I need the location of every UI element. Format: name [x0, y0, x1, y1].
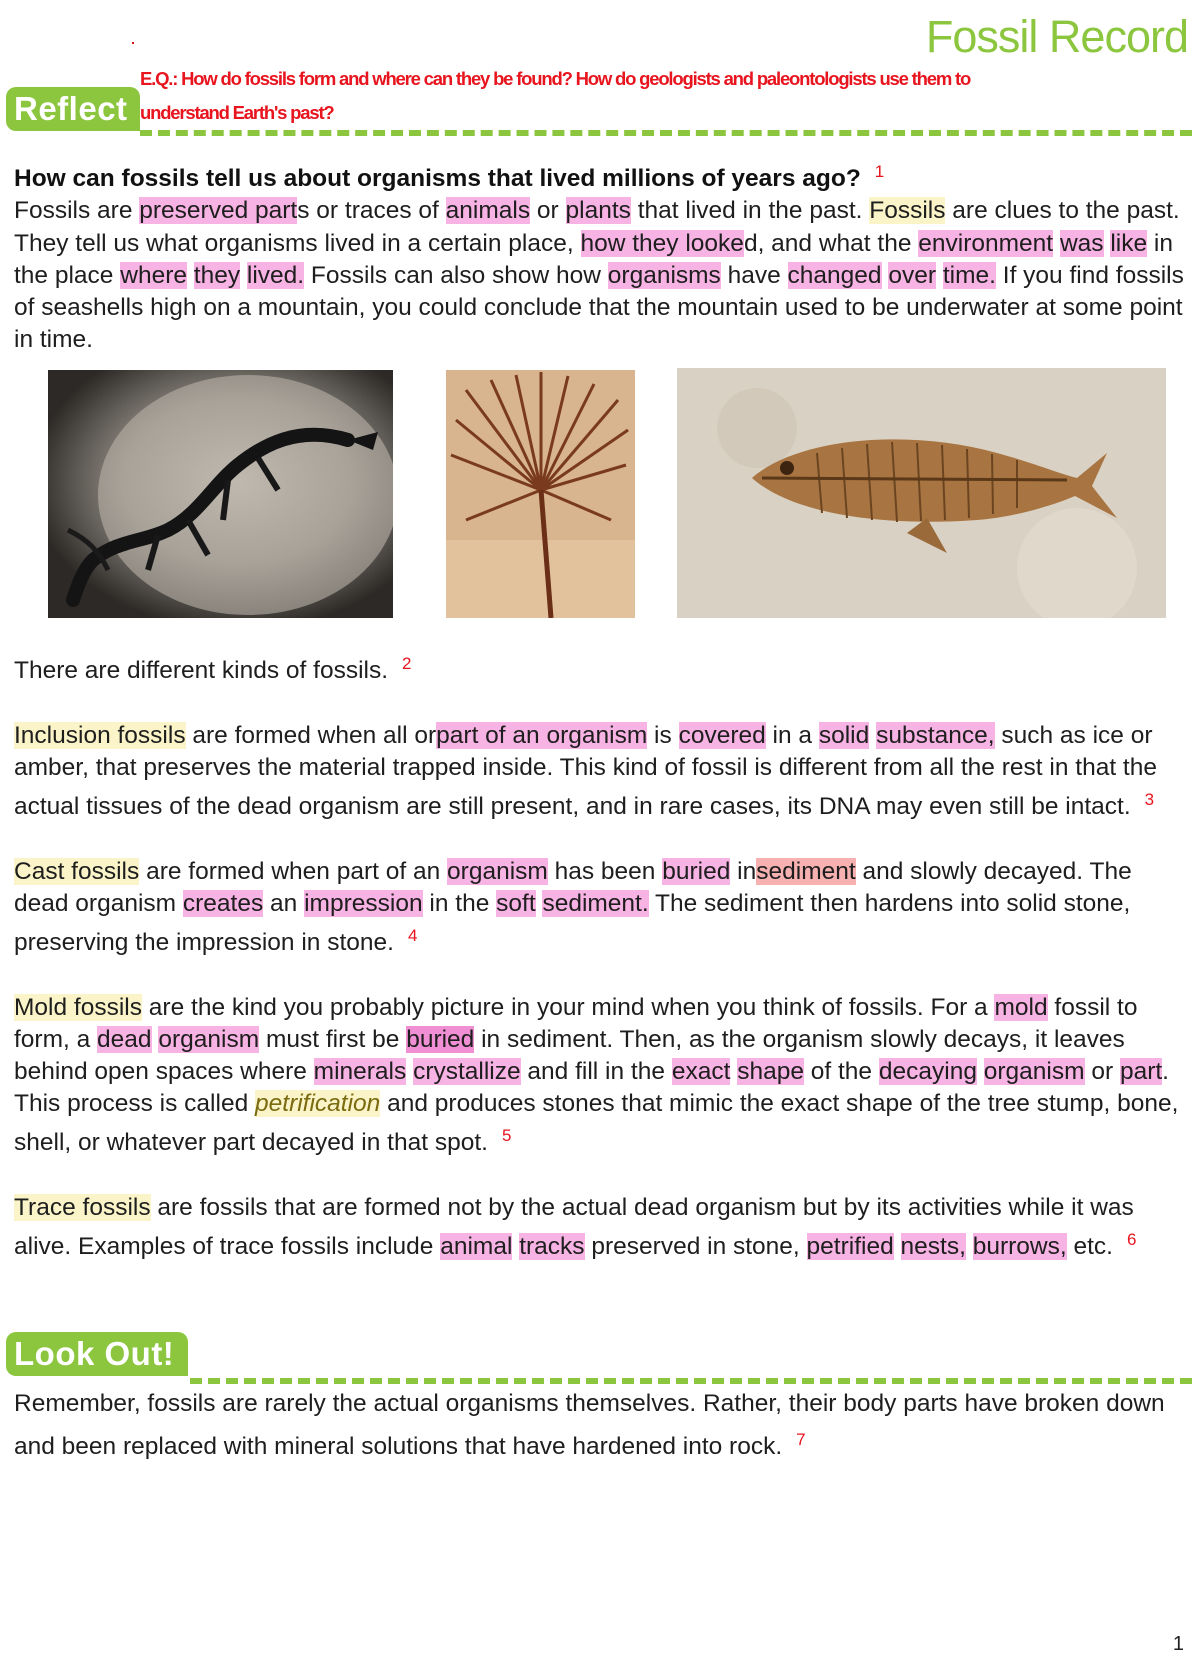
fossil-types-section — [14, 648, 1184, 1263]
reptile-fossil-photo — [48, 370, 393, 618]
reflect-question — [14, 156, 1184, 195]
annotation-marker: 7 — [796, 1430, 806, 1449]
annotation-marker: 3 — [1144, 789, 1155, 809]
annotation-marker: 5 — [501, 1126, 512, 1146]
fish-fossil-photo — [677, 368, 1166, 618]
annotation-marker: 6 — [1126, 1230, 1137, 1250]
palm-leaf-fossil-photo — [446, 370, 635, 618]
inclusion-fossils-paragraph: Inclusion fossils are formed when all orpart of an organism is covered in a solid substance, such as ice or amber, that preserves the material trapped inside. This kind of fossil is different from all the rest in that the actual tissues of the dead organism are still present, and in rare cases, its DNA may even still be intact. $^3$ — [14, 721, 1157, 821]
question-text: How can fossils tell us about organisms that lived millions of years ago? — [14, 165, 861, 193]
essential-question — [140, 62, 1120, 130]
annotation-marker: 1 — [874, 162, 885, 181]
fossil-photos — [48, 370, 1168, 618]
look-out-text: Remember, fossils are rarely the actual organisms themselves. Rather, their body parts have broken down and been replaced with mineral solutions that have hardened into rock. $^7$ — [14, 1390, 1165, 1461]
reflect-tab: Reflect — [6, 87, 140, 131]
section-divider-reflect — [140, 130, 1192, 136]
look-out-tab: Look Out! — [6, 1332, 188, 1376]
section-divider-lookout — [190, 1378, 1192, 1384]
look-out-section — [14, 1386, 1184, 1465]
eq-line-2: understand Earth's past? — [140, 102, 334, 123]
page-title: Fossil Record — [925, 11, 1188, 62]
eq-line-1: E.Q.: How do fossils form and where can they be found? How do geologists and paleontologists use them to — [140, 68, 971, 89]
trace-fossils-paragraph: Trace fossils are fossils that are formed not by the actual dead organism but by its activities while it was alive. Examples of trace fossils include animal tracks preserved in stone, petrified nests, burrows, etc. $^6$ — [14, 1193, 1137, 1261]
page-number: 1 — [1172, 1633, 1184, 1655]
kinds-intro: There are different kinds of fossils. $^2$ — [14, 654, 412, 685]
mold-fossils-paragraph: Mold fossils are the kind you probably picture in your mind when you think of fossils. For a mold fossil to form, a dead organism must first be buried in sediment. Then, as the organism slowly decays, it leaves behind open spaces where minerals crystallize and fill in the exact shape of the decaying organism or part. This process is called petrification and produces stones that mimic the exact shape of the tree stump, bone, shell, or whatever part decayed in that spot. $^5$ — [14, 993, 1179, 1157]
decorative-dot — [132, 42, 134, 44]
intro-section — [14, 156, 1184, 356]
cast-fossils-paragraph: Cast fossils are formed when part of an organism has been buried insediment and slowly decayed. The dead organism creates an impression in the soft sediment. The sediment then hardens into solid stone, preserving the impression in stone. $^4$ — [14, 857, 1132, 957]
annotation-marker: 2 — [402, 654, 412, 673]
annotation-marker: 4 — [407, 925, 418, 945]
intro-paragraph: Fossils are preserved parts or traces of animals or plants that lived in the past. Fossils are clues to the past. They tell us what organisms lived in a certain place, how they looked, and what the environment was like in the place where they lived. Fossils can also show how organisms have changed over time. If you find fossils of seashells high on a mountain, you could conclude that the mountain used to be underwater at some point in time. — [14, 197, 1184, 354]
